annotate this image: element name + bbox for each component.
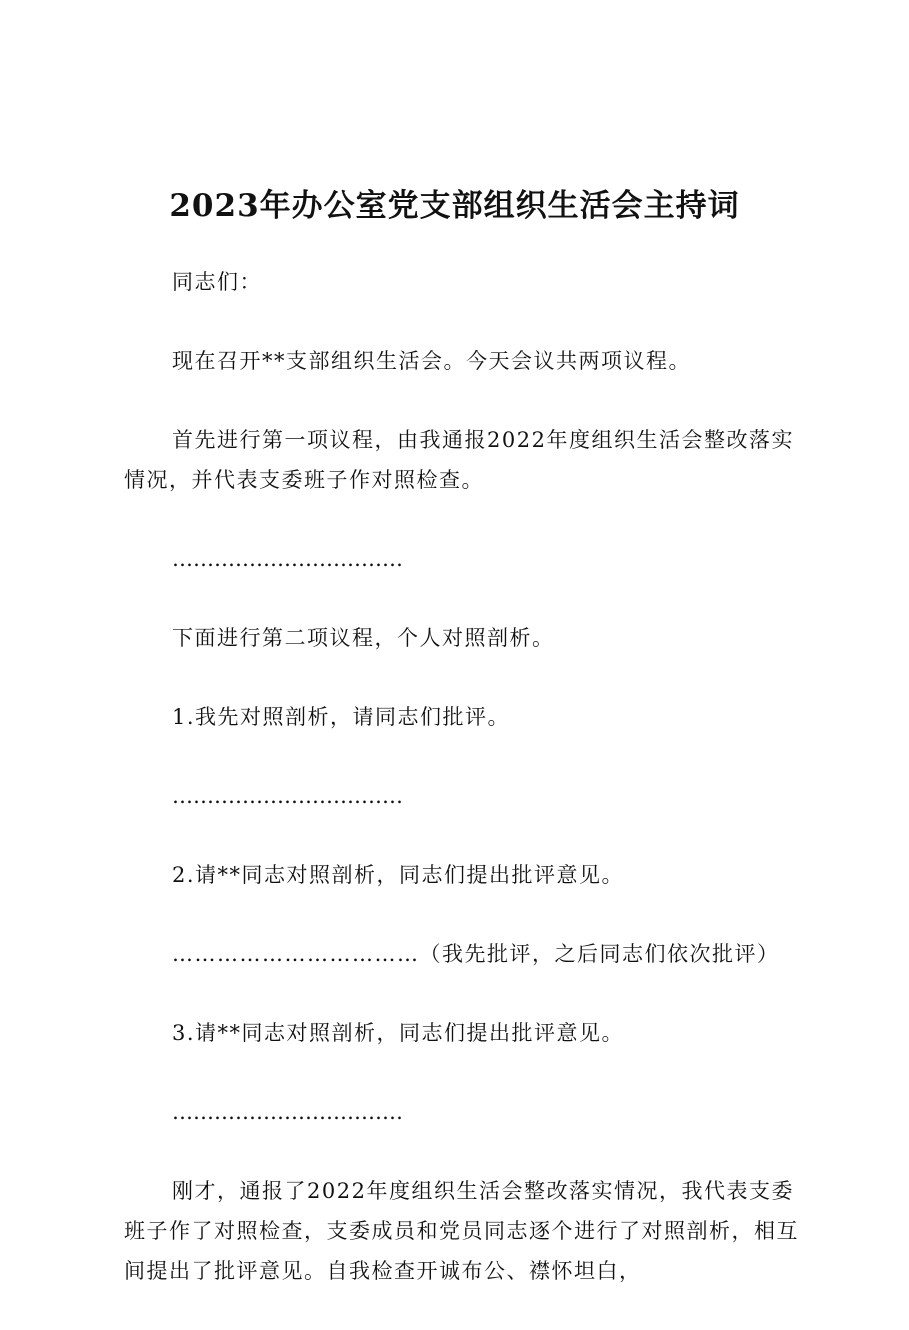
paragraph-ellipsis-note: ……………………………（我先批评，之后同志们依次批评） bbox=[172, 942, 780, 966]
paragraph-greeting: 同志们： bbox=[172, 270, 262, 294]
document-title: 2023年办公室党支部组织生活会主持词 bbox=[169, 188, 740, 224]
paragraph-opening: 现在召开**支部组织生活会。今天会议共两项议程。 bbox=[172, 349, 691, 373]
paragraph-ellipsis: …………………………… bbox=[172, 1100, 403, 1124]
paragraph-ellipsis: …………………………… bbox=[172, 784, 403, 808]
paragraph-agenda-two: 下面进行第二项议程，个人对照剖析。 bbox=[172, 626, 555, 650]
paragraph-summary: 刚才，通报了2022年度组织生活会整改落实情况，我代表支委班子作了对照检查，支委成员和党员同志逐个进行了对照剖析，相互间提出了批评意见。自我检查开诚布公、襟怀坦白， bbox=[124, 1179, 799, 1283]
paragraph-agenda-one: 首先进行第一项议程，由我通报2022年度组织生活会整改落实情况，并代表支委班子作对照检查。 bbox=[124, 428, 794, 492]
paragraph-item-3: 3.请**同志对照剖析，同志们提出批评意见。 bbox=[172, 1021, 625, 1045]
document-body bbox=[124, 262, 804, 1330]
paragraph-ellipsis: …………………………… bbox=[172, 547, 403, 571]
paragraph-item-2: 2.请**同志对照剖析，同志们提出批评意见。 bbox=[172, 863, 625, 887]
paragraph-item-1: 1.我先对照剖析，请同志们批评。 bbox=[172, 705, 511, 729]
